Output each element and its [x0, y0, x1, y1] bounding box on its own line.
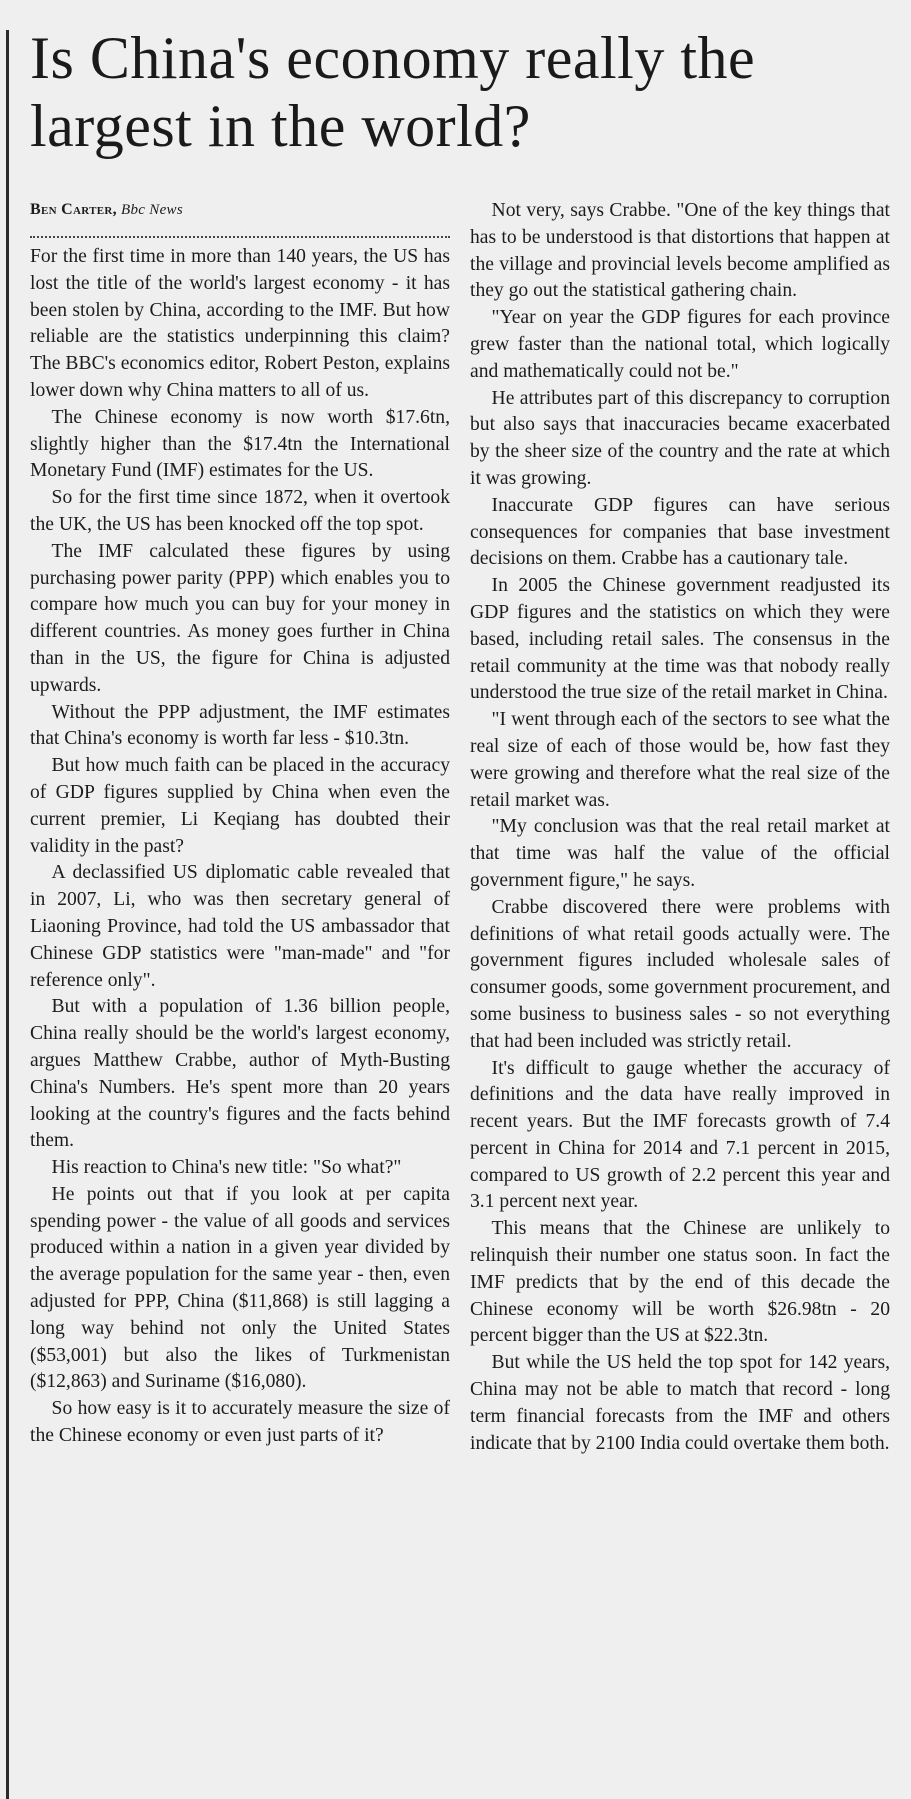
dotted-divider: [30, 224, 450, 238]
column-rule: [6, 30, 9, 1799]
paragraph: But how much faith can be placed in the accuracy of GDP figures supplied by China when even the current premier, Li Keqiang has doubted their validity in the past?: [30, 755, 450, 857]
paragraph: Not very, says Crabbe. "One of the key things that has to be understood is that distortions that happen at the village and provincial levels become amplified as they go out the statistical gathering chain.: [470, 200, 890, 302]
paragraph: Without the PPP adjustment, the IMF estimates that China's economy is worth far less - $10.3tn.: [30, 701, 450, 750]
paragraph: "My conclusion was that the real retail market at that time was half the value of the official government figure," he says.: [470, 816, 890, 891]
paragraph: But with a population of 1.36 billion people, China really should be the world's largest economy, argues Matthew Crabbe, author of Myth-Busting China's Numbers. He's spent more than 20 years looking at the country's figures and the facts behind them.: [30, 996, 450, 1152]
right-column: [470, 198, 890, 1457]
paragraph: His reaction to China's new title: "So what?": [51, 1157, 402, 1179]
byline: [30, 198, 450, 222]
paragraph: The Chinese economy is now worth $17.6tn, slightly higher than the $17.4tn the International Monetary Fund (IMF) estimates for the US.: [30, 406, 450, 482]
paragraph: "Year on year the GDP figures for each province grew faster than the national total, which logically and mathematically could not be.": [470, 307, 890, 382]
paragraph: So how easy is it to accurately measure the size of the Chinese economy or even just parts of it?: [30, 1398, 450, 1447]
paragraph: Crabbe discovered there were problems with definitions of what retail goods actually were. The government figures included wholesale sales of consumer goods, some government procurement, and some business to business sales - so not everything that had been included was strictly retail.: [470, 896, 890, 1052]
paragraph: "I went through each of the sectors to see what the real size of each of those would be, how fast they were growing and therefore what the real size of the retail market was.: [470, 709, 890, 811]
paragraph: The IMF calculated these figures by using purchasing power parity (PPP) which enables you to compare how much you can buy for your money in different countries. As money goes further in China than in the US, the figure for China is adjusted upwards.: [30, 540, 450, 696]
paragraph: This means that the Chinese are unlikely to relinquish their number one status soon. In fact the IMF predicts that by the end of this decade the Chinese economy will be worth $26.98tn - 20 percent bigger than the US at $22.3tn.: [470, 1218, 890, 1347]
paragraph: He points out that if you look at per capita spending power - the value of all goods and services produced within a nation in a given year divided by the average population for the same year - then, even adjusted for PPP, China ($11,868) is still lagging a long way behind not only the United States ($53,001) but also the likes of Turkmenistan ($12,863) and Suriname ($16,080).: [30, 1183, 450, 1393]
paragraph: For the first time in more than 140 years, the US has lost the title of the world's largest economy - it has been stolen by China, according to the IMF. But how reliable are the statistics underpinning this claim? The BBC's economics editor, Robert Peston, explains lower down why China matters to all of us.: [30, 246, 450, 401]
paragraph: So for the first time since 1872, when it overtook the UK, the US has been knocked off the top spot.: [30, 487, 450, 535]
paragraph: But while the US held the top spot for 142 years, China may not be able to match that record - long term financial forecasts from the IMF and others indicate that by 2100 India could overtake them both.: [470, 1352, 890, 1454]
paragraph: Inaccurate GDP figures can have serious consequences for companies that base investment decisions on them. Crabbe has a cautionary tale.: [470, 494, 890, 570]
paragraph: In 2005 the Chinese government readjusted its GDP figures and the statistics on which they were based, including retail sales. The consensus in the retail community at the time was that nobody really understood the true size of the retail market in China.: [470, 575, 890, 704]
byline-source: Bbc News: [121, 202, 183, 218]
paragraph: It's difficult to gauge whether the accuracy of definitions and the data have really improved in recent years. But the IMF forecasts growth of 7.4 percent in China for 2014 and 7.1 percent in 2015, compared to US growth of 2.2 percent this year and 3.1 percent next year.: [470, 1057, 890, 1213]
left-column: [30, 198, 450, 1450]
byline-author: Ben Carter,: [30, 201, 117, 218]
paragraph: He attributes part of this discrepancy to corruption but also says that inaccuracies became exacerbated by the sheer size of the country and the rate at which it was growing.: [470, 387, 890, 489]
headline: Is China's economy really the largest in the world?: [30, 25, 756, 159]
paragraph: A declassified US diplomatic cable revealed that in 2007, Li, who was then secretary general of Liaoning Province, had told the US ambassador that Chinese GDP statistics were "man-made" and "for reference only".: [30, 862, 450, 991]
